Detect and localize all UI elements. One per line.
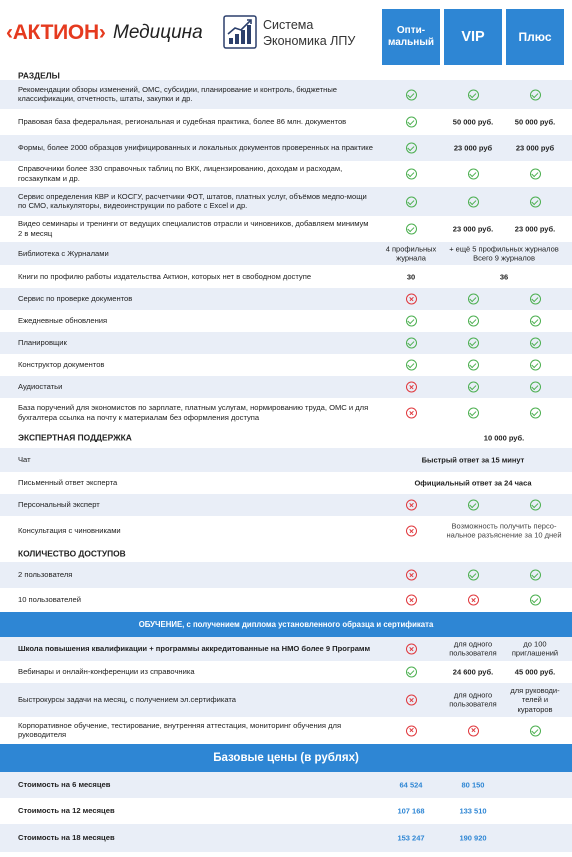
optimal-cell — [382, 408, 440, 419]
vip-cell: 50 000 руб. — [452, 117, 494, 127]
optimal-cell — [382, 667, 440, 678]
logo-subtitle: Медицина — [113, 22, 203, 43]
plus-cell — [506, 360, 564, 371]
header — [0, 0, 572, 68]
check-circle-icon — [530, 382, 541, 393]
optimal-cell: 4 профильных журнала — [385, 244, 437, 263]
plus-cell: 50 000 руб. — [514, 117, 556, 127]
vip-cell — [444, 196, 502, 207]
check-circle-icon — [406, 169, 417, 180]
optimal-count: 30 — [406, 271, 416, 281]
optimal-cell — [382, 695, 440, 706]
cross-circle-icon — [468, 595, 479, 606]
column-header-optimal — [382, 9, 440, 65]
optimal-cell — [382, 338, 440, 349]
row-label: Сервис по проверке документов — [18, 294, 133, 304]
row-label: 10 пользователей — [18, 595, 81, 605]
row-label: Правовая база федеральная, региональная и судебная практика, более 86 млн. документов — [18, 117, 347, 127]
table-row — [0, 398, 572, 428]
row-label: Конструктор документов — [18, 360, 105, 370]
row-label: Стоимость на 18 месяцев — [18, 833, 115, 843]
optimal-cell — [382, 294, 440, 305]
check-circle-icon — [468, 360, 479, 371]
row-label: Формы, более 2000 образцов унифицированных и локальных документов проверенных на практике — [18, 143, 373, 153]
vip-cell — [444, 382, 502, 393]
table-row — [0, 448, 572, 472]
plus-cell — [506, 595, 564, 606]
column-header-optimal-label: Опти- мальный — [387, 25, 435, 48]
vip-cell — [444, 316, 502, 327]
check-circle-icon — [406, 196, 417, 207]
vip-note: для одного пользователя — [449, 639, 497, 658]
row-label: Консультация с чиновниками — [18, 526, 121, 536]
table-row — [0, 376, 572, 398]
check-circle-icon — [468, 89, 479, 100]
vip-cell — [444, 294, 502, 305]
all-plans-cell: Официальный ответ за 24 часа — [414, 478, 532, 488]
check-circle-icon — [468, 316, 479, 327]
plus-cell — [506, 338, 564, 349]
cross-circle-icon — [468, 725, 479, 736]
row-label: Чат — [18, 455, 31, 465]
table-row — [0, 161, 572, 187]
plus-note: до 100 приглашений — [511, 639, 559, 658]
optimal-cell — [382, 316, 440, 327]
cross-circle-icon — [406, 595, 417, 606]
vip-cell — [444, 595, 502, 606]
plus-cell — [506, 500, 564, 511]
row-label: Рекомендации обзоры изменений, ОМС, субсидии, планирование и контроль, бюджетные классификации, отчетность, штаты, закупки и др. — [18, 84, 338, 104]
chart-growth-icon — [222, 14, 258, 50]
table-row — [0, 798, 572, 824]
check-circle-icon — [530, 500, 541, 511]
check-circle-icon — [406, 89, 417, 100]
check-circle-icon — [406, 143, 417, 154]
check-circle-icon — [530, 169, 541, 180]
check-circle-icon — [530, 196, 541, 207]
optimal-cell — [382, 644, 440, 655]
table-row — [0, 187, 572, 216]
optimal-cell — [382, 224, 440, 235]
check-circle-icon — [530, 360, 541, 371]
row-label: Школа повышения квалификации + программы аккредитованные на НМО более 9 Программ — [18, 644, 371, 654]
check-circle-icon — [530, 338, 541, 349]
check-circle-icon — [406, 338, 417, 349]
table-row — [0, 310, 572, 332]
check-circle-icon — [530, 408, 541, 419]
optimal-cell — [382, 360, 440, 371]
plus-cell: 23 000 руб. — [514, 224, 556, 234]
cross-circle-icon — [406, 382, 417, 393]
plus-cell: 45 000 руб. — [514, 667, 556, 677]
vip-price: 133 510 — [459, 806, 487, 816]
vip-plus-cell: + ещё 5 профильных журналов Всего 9 журналов — [449, 244, 559, 263]
table-row — [0, 472, 572, 494]
check-circle-icon — [468, 338, 479, 349]
check-circle-icon — [468, 570, 479, 581]
table-row — [0, 824, 572, 852]
optimal-cell — [382, 382, 440, 393]
check-circle-icon — [406, 360, 417, 371]
row-label: Вебинары и онлайн-конференции из справочника — [18, 667, 195, 677]
plus-cell — [506, 570, 564, 581]
check-circle-icon — [468, 196, 479, 207]
check-circle-icon — [468, 169, 479, 180]
column-header-plus: Плюс — [506, 9, 564, 65]
vip-note: для одного пользователя — [449, 690, 497, 709]
vip-cell — [444, 360, 502, 371]
check-circle-icon — [406, 117, 417, 128]
table-row — [0, 265, 572, 288]
check-circle-icon — [468, 408, 479, 419]
plus-cell — [506, 382, 564, 393]
table-row — [0, 288, 572, 310]
vip-cell — [444, 169, 502, 180]
vip-cell — [444, 338, 502, 349]
aktion-logo: ‹АКТИОН› — [6, 21, 106, 44]
check-circle-icon — [530, 725, 541, 736]
check-circle-icon — [468, 382, 479, 393]
row-label: Корпоративное обучение, тестирование, внутренняя аттестация, мониторинг обучения для руководителя — [18, 720, 342, 740]
optimal-cell — [382, 595, 440, 606]
check-circle-icon — [406, 224, 417, 235]
table-row — [0, 588, 572, 612]
table-row — [0, 354, 572, 376]
row-label: Ежедневные обновления — [18, 316, 108, 326]
cross-circle-icon — [406, 408, 417, 419]
row-label: Письменный ответ эксперта — [18, 478, 118, 488]
row-label: Персональный эксперт — [18, 500, 100, 510]
optimal-price: 64 524 — [399, 780, 423, 790]
vip-cell: 23 000 руб — [453, 143, 493, 153]
row-label: Планировщик — [18, 338, 67, 348]
vip-plus-price: 10 000 руб. — [483, 433, 525, 443]
vip-cell — [444, 570, 502, 581]
row-label: Быстрокурсы задачи на месяц, с получением эл.сертификата — [18, 695, 236, 705]
table-row — [0, 637, 572, 661]
plus-cell: 23 000 руб — [515, 143, 555, 153]
vip-plus-hint: Возможность получить персо-нальное разъяснение за 10 дней — [446, 521, 562, 540]
plus-cell — [506, 169, 564, 180]
vip-price: 80 150 — [461, 780, 485, 790]
table-row — [0, 717, 572, 744]
row-label: Справочники более 330 справочных таблиц по ВКК, лицензированию, доходам и расходам, госзакупкам и др. — [18, 164, 343, 183]
cross-circle-icon — [406, 294, 417, 305]
training-section-band: ОБУЧЕНИЕ, с получением диплома установленного образца и сертификата — [0, 612, 572, 637]
optimal-price: 107 168 — [397, 806, 425, 816]
table-row — [0, 332, 572, 354]
table-row — [0, 661, 572, 683]
cross-circle-icon — [406, 725, 417, 736]
section-title: РАЗДЕЛЫ — [18, 70, 60, 81]
optimal-cell — [382, 725, 440, 736]
check-circle-icon — [530, 294, 541, 305]
table-row — [0, 516, 572, 546]
vip-price: 190 920 — [459, 833, 487, 843]
optimal-cell — [382, 500, 440, 511]
check-circle-icon — [530, 89, 541, 100]
table-row — [0, 135, 572, 161]
section-row — [0, 428, 572, 448]
vip-cell — [444, 725, 502, 736]
table-row — [0, 494, 572, 516]
optimal-cell — [382, 143, 440, 154]
cross-circle-icon — [406, 570, 417, 581]
table-row — [0, 80, 572, 109]
table-row — [0, 109, 572, 135]
plus-cell — [506, 89, 564, 100]
cross-circle-icon — [406, 644, 417, 655]
row-label: Книги по профилю работы издательства Актион, которых нет в свободном доступе — [18, 271, 312, 281]
vip-plus-count: 36 — [499, 271, 509, 281]
section-title: КОЛИЧЕСТВО ДОСТУПОВ — [18, 548, 126, 559]
vip-cell: 24 600 руб. — [452, 667, 494, 677]
system-name-line1: Система — [263, 18, 314, 32]
table-row — [0, 562, 572, 588]
row-label: Стоимость на 12 месяцев — [18, 806, 115, 816]
check-circle-icon — [530, 570, 541, 581]
vip-cell — [444, 500, 502, 511]
base-prices-band: Базовые цены (в рублях) — [0, 744, 572, 772]
optimal-cell — [382, 117, 440, 128]
vip-cell — [444, 408, 502, 419]
optimal-price: 153 247 — [397, 833, 425, 843]
section-title: ЭКСПЕРТНАЯ ПОДДЕРЖКА — [18, 432, 132, 443]
check-circle-icon — [530, 595, 541, 606]
optimal-cell — [382, 89, 440, 100]
optimal-cell — [382, 526, 440, 537]
row-label: Аудиостатьи — [18, 382, 63, 392]
section-row — [0, 546, 572, 562]
plus-cell — [506, 316, 564, 327]
check-circle-icon — [406, 316, 417, 327]
column-header-vip: VIP — [444, 9, 502, 65]
check-circle-icon — [406, 667, 417, 678]
optimal-cell — [382, 169, 440, 180]
row-label: Библиотека с Журналами — [18, 248, 109, 258]
row-label: Стоимость на 6 месяцев — [18, 780, 111, 790]
check-circle-icon — [468, 500, 479, 511]
all-plans-cell: Быстрый ответ за 15 минут — [421, 455, 525, 465]
cross-circle-icon — [406, 526, 417, 537]
plus-cell — [506, 408, 564, 419]
check-circle-icon — [530, 316, 541, 327]
vip-cell: 23 000 руб. — [452, 224, 494, 234]
row-label: Видео семинары и тренинги от ведущих специалистов отрасли и чиновников, добавляем минимум 2 в месяц — [18, 219, 369, 238]
table-row — [0, 242, 572, 265]
plus-cell — [506, 725, 564, 736]
row-label: База поручений для экономистов по зарплате, платным услугам, нормированию труда, ОМС и для бухгалтера ссылка на почту к материалам без оформления доступа — [18, 403, 369, 422]
optimal-cell — [382, 570, 440, 581]
optimal-cell — [382, 196, 440, 207]
cross-circle-icon — [406, 500, 417, 511]
cross-circle-icon — [406, 695, 417, 706]
table-row — [0, 772, 572, 798]
table-row — [0, 216, 572, 242]
check-circle-icon — [468, 294, 479, 305]
table-row — [0, 683, 572, 717]
vip-cell — [444, 89, 502, 100]
plus-cell — [506, 196, 564, 207]
plus-cell — [506, 294, 564, 305]
system-name-line2: Экономика ЛПУ — [263, 34, 356, 48]
row-label: 2 пользователя — [18, 570, 73, 580]
plus-note: для руководи-телей и кураторов — [510, 685, 560, 714]
row-label: Сервис определения КВР и КОСГУ, расчетчики ФОТ, штатов, платных услуг, объёмов медпо-мощи по СМО, калькуляторы, видеоинструкции по работе с Excel и др. — [18, 191, 367, 211]
